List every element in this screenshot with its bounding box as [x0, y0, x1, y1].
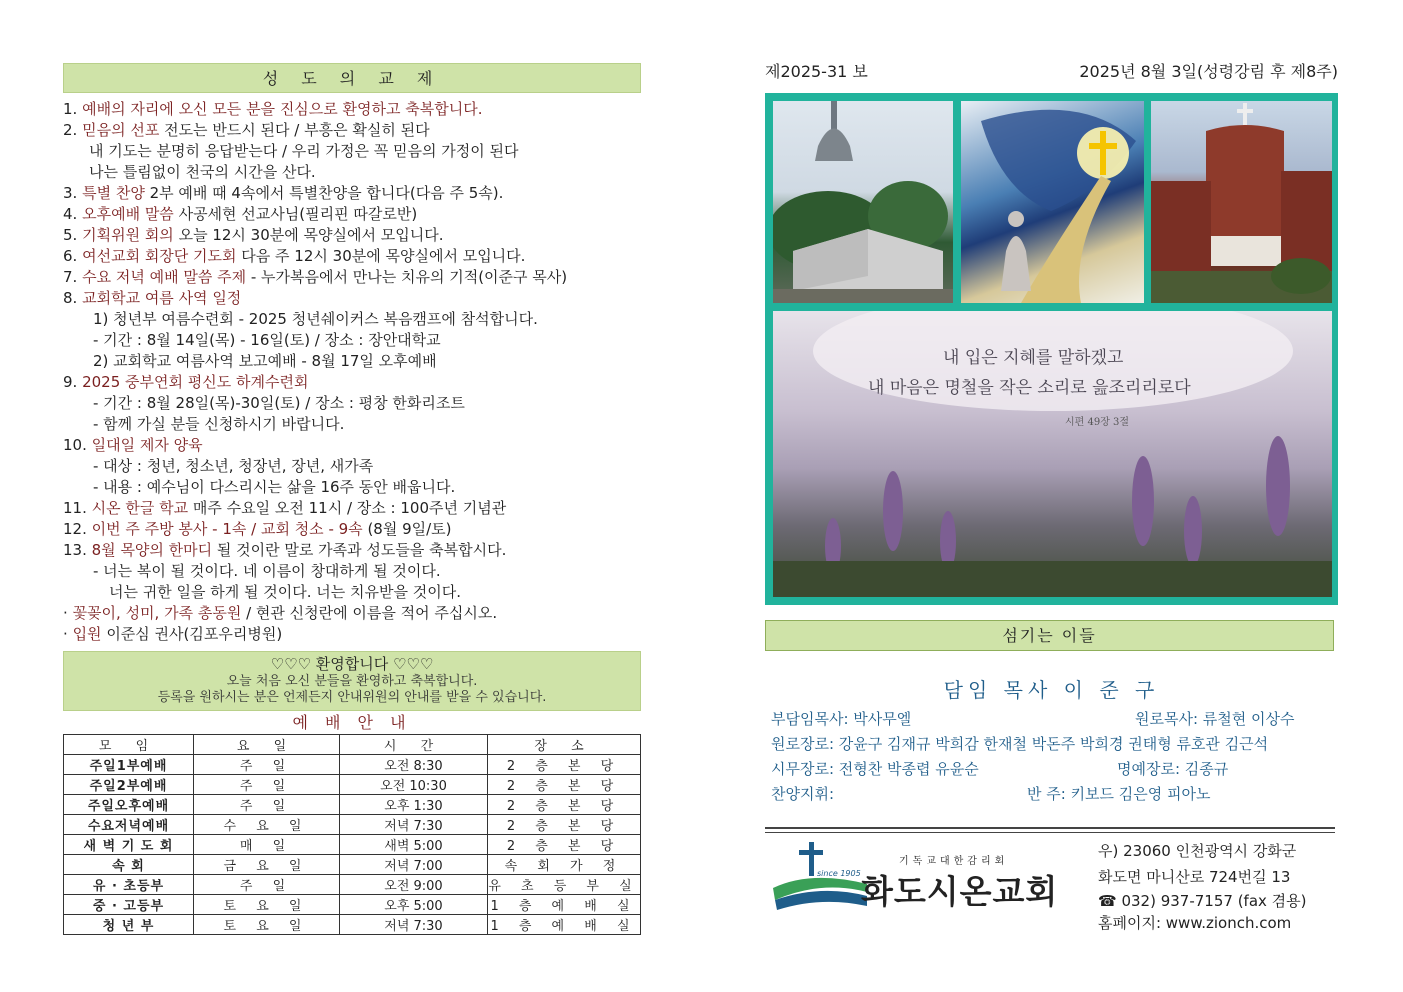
news-highlight: 시온 한글 학교 — [91, 499, 189, 517]
news-text: - 대상 : 청년, 청소년, 청장년, 장년, 새가족 — [93, 457, 374, 475]
service-row — [64, 855, 641, 875]
welcome-line-1: 오늘 처음 오신 분들을 환영하고 축복합니다. — [226, 674, 478, 689]
service-day: 주 일 — [194, 775, 340, 795]
service-day: 토 요 일 — [194, 895, 340, 915]
news-number: 12. — [63, 520, 87, 538]
service-row — [64, 755, 641, 775]
service-place: 2 층 본 당 — [488, 815, 641, 835]
service-name: 중 · 고등부 — [64, 895, 194, 915]
news-number: · — [63, 604, 68, 622]
left-column — [63, 63, 641, 935]
news-number: 8. — [63, 289, 78, 307]
news-text: (8월 9일/토) — [362, 520, 452, 538]
service-place: 속 회 가 정 — [488, 855, 641, 875]
fellowship-header: 성 도 의 교 제 — [63, 63, 641, 93]
service-row — [64, 835, 641, 855]
news-item — [63, 183, 641, 204]
news-text: 나는 틀림없이 천국의 시간을 산다. — [89, 163, 316, 181]
news-item — [63, 351, 641, 372]
issue-number: 제2025-31 보 — [765, 62, 868, 81]
news-number: 11. — [63, 499, 87, 517]
active-elders: 시무장로: 전형찬 박종렵 유윤순 — [771, 760, 979, 778]
news-item — [63, 582, 641, 603]
news-highlight: 교회학교 여름 사역 일정 — [82, 289, 242, 307]
service-time: 저녁 7:30 — [340, 815, 488, 835]
news-highlight: 입원 — [72, 625, 102, 643]
news-highlight: 이번 주 주방 봉사 - 1속 / 교회 청소 - 9속 — [91, 520, 363, 538]
verse-reference: 시편 49장 3절 — [1065, 417, 1130, 428]
service-day: 주 일 — [194, 875, 340, 895]
service-row — [64, 795, 641, 815]
news-item — [63, 267, 641, 288]
logo-denomination: 기독교대한감리회 — [899, 856, 1009, 867]
news-item — [63, 414, 641, 435]
news-item — [63, 624, 641, 645]
assoc-pastor: 부담임목사: 박사무엘 — [771, 710, 912, 728]
news-text: 이준심 권사(김포우리병원) — [101, 625, 283, 643]
bulletin-header — [765, 60, 1338, 84]
service-place: 유 초 등 부 실 — [488, 875, 641, 895]
news-text: 오늘 12시 30분에 목양실에서 모입니다. — [173, 226, 444, 244]
news-text: 사공세현 선교사님(필리핀 따갈로반) — [173, 205, 418, 223]
service-time: 오후 1:30 — [340, 795, 488, 815]
service-day: 금 요 일 — [194, 855, 340, 875]
senior-pastor: 담임 목사 이 준 구 — [943, 678, 1160, 702]
news-highlight: 예배의 자리에 오신 모든 분을 진심으로 환영하고 축복합니다. — [82, 100, 483, 118]
news-highlight: 2025 중부연회 평신도 하계수련회 — [82, 373, 309, 391]
service-place: 2 층 본 당 — [488, 775, 641, 795]
news-highlight: 믿음의 선포 — [82, 121, 160, 139]
news-highlight: 오후예배 말씀 — [82, 205, 174, 223]
welcome-line-2: 등록을 원하시는 분은 언제든지 안내위원의 안내를 받을 수 있습니다. — [157, 690, 547, 705]
news-highlight: 수요 저녁 예배 말씀 주제 — [82, 268, 247, 286]
service-time: 오전 8:30 — [340, 755, 488, 775]
news-text: - 너는 복이 될 것이다. 네 이름이 창대하게 될 것이다. — [93, 562, 441, 580]
logo-church-name: 화도시온교회 — [861, 872, 1059, 911]
service-time: 저녁 7:30 — [340, 915, 488, 935]
col-header-place: 장 소 — [488, 735, 641, 755]
news-text: 내 기도는 분명히 응답받는다 / 우리 가정은 꼭 믿음의 가정이 된다 — [89, 142, 519, 160]
service-day: 주 일 — [194, 755, 340, 775]
emeritus-pastor: 원로목사: 류철현 이상수 — [1135, 710, 1295, 728]
news-text: 1) 청년부 여름수련회 - 2025 청년쉐이커스 복음캠프에 참석합니다. — [93, 310, 538, 328]
bell-tower-photo — [773, 101, 953, 303]
news-item — [63, 309, 641, 330]
welcome-box — [63, 651, 641, 711]
news-item — [63, 393, 641, 414]
news-list — [63, 99, 641, 645]
news-number: 1. — [63, 100, 78, 118]
news-number: 3. — [63, 184, 78, 202]
news-item — [63, 540, 641, 561]
news-item — [63, 246, 641, 267]
service-row — [64, 775, 641, 795]
accompanist: 반 주: 키보드 김은영 피아노 — [1027, 785, 1211, 803]
service-day: 수 요 일 — [194, 815, 340, 835]
divider-thin — [765, 832, 1335, 833]
service-place: 1 층 예 배 실 — [488, 895, 641, 915]
service-time: 오전 9:00 — [340, 875, 488, 895]
honorary-elder: 명예장로: 김종규 — [1117, 760, 1229, 778]
news-text: 2) 교회학교 여름사역 보고예배 - 8월 17일 오후예배 — [93, 352, 437, 370]
homepage-link[interactable]: 홈페이지: www.zionch.com — [1098, 914, 1292, 932]
news-text: / 현관 신청란에 이름을 적어 주십시오. — [241, 604, 498, 622]
service-name: 새 벽 기 도 회 — [64, 835, 194, 855]
service-name: 청 년 부 — [64, 915, 194, 935]
service-place: 2 층 본 당 — [488, 795, 641, 815]
service-name: 주일2부예배 — [64, 775, 194, 795]
service-time: 저녁 7:00 — [340, 855, 488, 875]
news-item — [63, 519, 641, 540]
service-header-row — [64, 735, 641, 755]
news-item — [63, 204, 641, 225]
news-number: 10. — [63, 436, 87, 454]
news-text: 다음 주 12시 30분에 목양실에서 모입니다. — [236, 247, 526, 265]
news-number: 2. — [63, 121, 78, 139]
service-place: 2 층 본 당 — [488, 835, 641, 855]
news-item — [63, 330, 641, 351]
service-row — [64, 895, 641, 915]
church-building-photo — [1151, 101, 1332, 303]
servers-header: 섬기는 이들 — [765, 620, 1334, 651]
right-column — [765, 60, 1338, 932]
news-number: 7. — [63, 268, 78, 286]
service-name: 수요저녁예배 — [64, 815, 194, 835]
service-table — [63, 734, 641, 935]
news-text: - 함께 가실 분들 신청하시기 바랍니다. — [93, 415, 345, 433]
news-text: - 기간 : 8월 28일(목)-30일(토) / 장소 : 평창 한화리조트 — [93, 394, 465, 412]
address-line-1: 우) 23060 인천광역시 강화군 — [1098, 842, 1297, 860]
divider-thick — [765, 827, 1335, 829]
news-text: - 누가복음에서 만나는 치유의 기적(이준구 목사) — [246, 268, 568, 286]
news-highlight: 8월 목양의 한마디 — [91, 541, 213, 559]
news-item — [63, 456, 641, 477]
service-time: 오전 10:30 — [340, 775, 488, 795]
service-place: 1 층 예 배 실 — [488, 915, 641, 935]
news-text: - 기간 : 8월 14일(목) - 16일(토) / 장소 : 장안대학교 — [93, 331, 441, 349]
news-number: 5. — [63, 226, 78, 244]
news-text: 2부 예배 때 4속에서 특별찬양을 합니다(다음 주 5속). — [144, 184, 504, 202]
service-row — [64, 875, 641, 895]
choir-director: 찬양지휘: — [771, 785, 835, 803]
news-item — [63, 372, 641, 393]
news-highlight: 일대일 제자 양육 — [91, 436, 203, 454]
phone-number: ☎ 032) 937-7157 (fax 겸용) — [1098, 892, 1307, 910]
news-text: 너는 귀한 일을 하게 될 것이다. 너는 치유받을 것이다. — [109, 583, 461, 601]
news-highlight: 기획위원 회의 — [82, 226, 174, 244]
news-text: 매주 수요일 오전 11시 / 장소 : 100주년 기념관 — [188, 499, 507, 517]
news-number: 6. — [63, 247, 78, 265]
service-day: 매 일 — [194, 835, 340, 855]
welcome-title: ♡♡♡ 환영합니다 ♡♡♡ — [270, 655, 434, 673]
verse-line-2: 내 마음은 명철을 작은 소리로 읊조리리로다 — [868, 378, 1191, 398]
news-number: 4. — [63, 205, 78, 223]
news-item — [63, 561, 641, 582]
address-line-2: 화도면 마니산로 724번길 13 — [1098, 868, 1291, 886]
news-item — [63, 603, 641, 624]
verse-line-1: 내 입은 지혜를 말하겠고 — [943, 348, 1124, 368]
service-row — [64, 915, 641, 935]
news-item — [63, 99, 641, 120]
service-day: 토 요 일 — [194, 915, 340, 935]
service-place: 2 층 본 당 — [488, 755, 641, 775]
news-highlight: 특별 찬양 — [82, 184, 145, 202]
news-item — [63, 435, 641, 456]
news-highlight: 여선교회 회장단 기도회 — [82, 247, 237, 265]
news-item — [63, 141, 641, 162]
photo-collage — [765, 93, 1338, 605]
service-name: 주일오후예배 — [64, 795, 194, 815]
news-text: 전도는 반드시 된다 / 부흥은 확실히 된다 — [159, 121, 430, 139]
service-day: 주 일 — [194, 795, 340, 815]
news-item — [63, 162, 641, 183]
news-item — [63, 288, 641, 309]
news-text: - 내용 : 예수님이 다스리시는 삶을 16주 동안 배웁니다. — [93, 478, 456, 496]
news-item — [63, 225, 641, 246]
news-highlight: 꽃꽂이, 성미, 가족 총동원 — [72, 604, 242, 622]
news-text: 될 것이란 말로 가족과 성도들을 축복합시다. — [212, 541, 507, 559]
service-name: 속 회 — [64, 855, 194, 875]
service-title: 예 배 안 내 — [292, 713, 412, 732]
logo-since: since 1905 — [817, 869, 861, 878]
news-number: · — [63, 625, 68, 643]
emeritus-elders: 원로장로: 강윤구 김재규 박희감 한재철 박돈주 박희경 권태형 류호관 김근석 — [771, 735, 1269, 753]
col-header-day: 요 일 — [194, 735, 340, 755]
news-item — [63, 477, 641, 498]
news-number: 13. — [63, 541, 87, 559]
service-name: 유 · 초등부 — [64, 875, 194, 895]
lupine-verse-image — [773, 311, 1332, 597]
service-time: 새벽 5:00 — [340, 835, 488, 855]
bulletin-date: 2025년 8월 3일(성령강림 후 제8주) — [1079, 62, 1338, 81]
news-item — [63, 120, 641, 141]
service-time: 오후 5:00 — [340, 895, 488, 915]
news-number: 9. — [63, 373, 78, 391]
col-header-time: 시 간 — [340, 735, 488, 755]
service-name: 주일1부예배 — [64, 755, 194, 775]
service-row — [64, 815, 641, 835]
news-item — [63, 498, 641, 519]
cross-path-painting — [961, 101, 1144, 303]
col-header-group: 모 임 — [64, 735, 194, 755]
